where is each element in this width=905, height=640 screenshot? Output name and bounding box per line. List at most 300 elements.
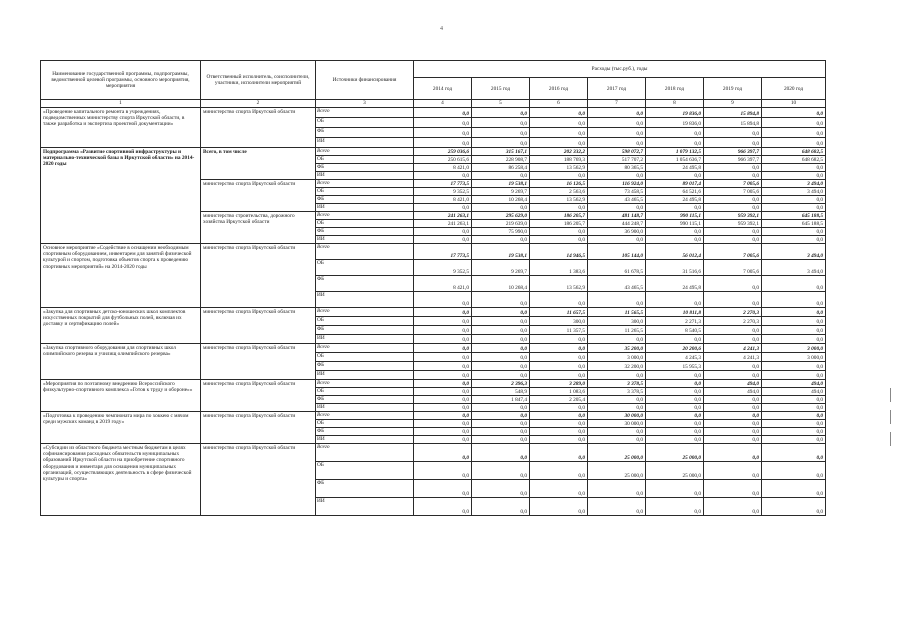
- expense-value: 0,0: [472, 138, 530, 148]
- funding-source: Всего: [316, 148, 414, 156]
- expense-value: 0,0: [704, 138, 762, 148]
- expense-value: 8 421,0: [414, 164, 472, 172]
- funding-source: ФБ: [316, 362, 414, 371]
- table-row: [41, 344, 826, 353]
- expense-value: 19 836,0: [646, 108, 704, 118]
- expense-value: 7 005,6: [704, 188, 762, 196]
- expense-value: 3 289,0: [530, 380, 588, 388]
- expense-value: 202 332,2: [530, 148, 588, 156]
- expense-value: 86 258,4: [472, 164, 530, 172]
- funding-source: ФБ: [316, 128, 414, 138]
- expense-value: 186 205,7: [530, 212, 588, 220]
- expense-value: 0,0: [646, 480, 704, 498]
- expense-value: 0,0: [530, 138, 588, 148]
- funding-source: ФБ: [316, 164, 414, 172]
- expense-value: 11 265,5: [588, 326, 646, 335]
- expense-value: 11 565,5: [588, 308, 646, 317]
- expense-value: 0,0: [762, 420, 826, 428]
- expense-value: 0,0: [704, 172, 762, 180]
- expense-value: 14 946,5: [530, 244, 588, 260]
- expense-value: 0,0: [414, 326, 472, 335]
- funding-source: ИИ: [316, 404, 414, 412]
- table-row: [41, 380, 826, 388]
- expense-value: 0,0: [472, 436, 530, 444]
- expense-value: 0,0: [762, 436, 826, 444]
- expense-value: 0,0: [414, 380, 472, 388]
- expense-value: 0,0: [588, 204, 646, 212]
- funding-source: ИИ: [316, 335, 414, 344]
- expense-value: 0,0: [530, 436, 588, 444]
- expense-value: 0,0: [472, 172, 530, 180]
- expense-value: 648 682,5: [762, 156, 826, 164]
- funding-source: ФБ: [316, 428, 414, 436]
- expense-value: 0,0: [762, 228, 826, 236]
- expense-value: 0,0: [588, 498, 646, 516]
- expense-value: 15 894,8: [704, 118, 762, 128]
- expense-value: 0,0: [646, 335, 704, 344]
- expense-value: 0,0: [762, 292, 826, 308]
- expense-value: 188 769,3: [530, 156, 588, 164]
- expense-value: 0,0: [414, 172, 472, 180]
- expense-value: 0,0: [704, 276, 762, 292]
- expense-value: 64 521,6: [646, 188, 704, 196]
- expense-value: 295 629,0: [472, 212, 530, 220]
- header-year: 2019 год: [704, 78, 762, 100]
- expense-value: 0,0: [646, 412, 704, 420]
- expense-value: 1 847,4: [472, 396, 530, 404]
- expense-value: 0,0: [472, 308, 530, 317]
- expense-value: 7 005,6: [704, 180, 762, 188]
- header-responsible: Ответственный исполнитель, соисполнители, участники, исполнители мероприятий: [201, 61, 316, 100]
- expense-value: 0,0: [530, 108, 588, 118]
- expense-value: 0,0: [414, 462, 472, 480]
- expense-value: 1 079 132,5: [646, 148, 704, 156]
- header-col-number: 10: [762, 100, 826, 108]
- expense-value: 25 000,0: [646, 462, 704, 480]
- expense-value: 990 115,1: [646, 220, 704, 228]
- expense-value: 0,0: [530, 118, 588, 128]
- expense-value: 0,0: [762, 480, 826, 498]
- table-row: [41, 148, 826, 156]
- funding-source: ИИ: [316, 498, 414, 516]
- expense-value: 0,0: [646, 228, 704, 236]
- expense-value: 0,0: [704, 498, 762, 516]
- expense-value: 0,0: [646, 436, 704, 444]
- expense-value: 0,0: [762, 276, 826, 292]
- responsible-executor: министерство спорта Иркутской области: [201, 108, 316, 148]
- expense-value: 61 678,5: [588, 260, 646, 276]
- expense-value: 8 540,5: [646, 326, 704, 335]
- margin-mark: [890, 388, 891, 402]
- expense-value: 0,0: [762, 428, 826, 436]
- funding-source: ОБ: [316, 188, 414, 196]
- expense-value: 0,0: [472, 371, 530, 380]
- funding-source: ОБ: [316, 353, 414, 362]
- expense-value: 3 494,0: [762, 188, 826, 196]
- expense-value: 0,0: [762, 108, 826, 118]
- responsible-executor: министерство спорта Иркутской области: [201, 180, 316, 212]
- responsible-executor: министерство спорта Иркутской области: [201, 444, 316, 516]
- expense-value: 241 263,1: [414, 212, 472, 220]
- expense-value: 0,0: [588, 138, 646, 148]
- expense-value: 0,0: [588, 404, 646, 412]
- expense-value: 0,0: [762, 128, 826, 138]
- header-col-number: 7: [588, 100, 646, 108]
- expense-value: 0,0: [646, 498, 704, 516]
- expense-value: 13 562,9: [530, 276, 588, 292]
- expense-value: 300,0: [588, 317, 646, 326]
- expense-value: 0,0: [530, 344, 588, 353]
- expense-value: 30 000,0: [588, 420, 646, 428]
- expense-value: 0,0: [414, 118, 472, 128]
- expense-value: 0,0: [530, 204, 588, 212]
- responsible-executor: Всего, в том числе: [201, 148, 316, 180]
- expense-value: 9 352,5: [414, 188, 472, 196]
- expense-value: 0,0: [530, 128, 588, 138]
- expense-value: 548,9: [472, 388, 530, 396]
- expense-value: 19 836,0: [646, 118, 704, 128]
- expense-value: 0,0: [414, 292, 472, 308]
- responsible-executor: министерство спорта Иркутской области: [201, 412, 316, 444]
- responsible-executor: министерство строительства, дорожного хозяйства Иркутской области: [201, 212, 316, 244]
- expense-value: 0,0: [414, 480, 472, 498]
- funding-source: ФБ: [316, 228, 414, 236]
- funding-source: ОБ: [316, 118, 414, 128]
- expense-value: 89 017,4: [646, 180, 704, 188]
- expense-value: 0,0: [530, 371, 588, 380]
- funding-source: Всего: [316, 244, 414, 260]
- funding-source: Всего: [316, 444, 414, 462]
- responsible-executor: министерство спорта Иркутской области: [201, 308, 316, 344]
- expense-value: 0,0: [588, 396, 646, 404]
- expense-value: 0,0: [704, 326, 762, 335]
- expense-value: 0,0: [762, 335, 826, 344]
- expense-value: 0,0: [762, 236, 826, 244]
- expense-value: 517 707,2: [588, 156, 646, 164]
- funding-source: ОБ: [316, 156, 414, 164]
- expense-value: 24 495,8: [646, 276, 704, 292]
- expense-value: 10 268,4: [472, 196, 530, 204]
- expense-value: 0,0: [762, 412, 826, 420]
- funding-source: ОБ: [316, 220, 414, 228]
- expense-value: 24 495,8: [646, 164, 704, 172]
- expense-value: 0,0: [588, 335, 646, 344]
- expense-value: 80 365,5: [588, 164, 646, 172]
- funding-source: ИИ: [316, 138, 414, 148]
- expense-value: 0,0: [704, 196, 762, 204]
- table-row: [41, 308, 826, 317]
- expense-value: 0,0: [704, 444, 762, 462]
- funding-source: Всего: [316, 380, 414, 388]
- expense-value: 241 263,1: [414, 220, 472, 228]
- expense-value: 2 270,3: [704, 308, 762, 317]
- expense-value: 0,0: [704, 420, 762, 428]
- expense-value: 0,0: [704, 164, 762, 172]
- expense-value: 0,0: [472, 344, 530, 353]
- expense-value: 0,0: [414, 204, 472, 212]
- expense-value: 56 012,4: [646, 244, 704, 260]
- expense-value: 959 392,1: [704, 220, 762, 228]
- table-row: [41, 412, 826, 420]
- expense-value: 250 615,6: [414, 156, 472, 164]
- expense-value: 0,0: [414, 228, 472, 236]
- expense-value: 0,0: [704, 480, 762, 498]
- expense-value: 0,0: [414, 498, 472, 516]
- expense-value: 0,0: [588, 428, 646, 436]
- expense-value: 0,0: [646, 236, 704, 244]
- expense-value: 0,0: [704, 462, 762, 480]
- header-year: 2020 год: [762, 78, 826, 100]
- expense-value: 0,0: [472, 128, 530, 138]
- expense-value: 0,0: [588, 436, 646, 444]
- funding-source: Всего: [316, 344, 414, 353]
- expense-value: 0,0: [762, 204, 826, 212]
- expense-value: 648 682,5: [762, 148, 826, 156]
- expense-value: 7 005,6: [704, 244, 762, 260]
- funding-source: ОБ: [316, 317, 414, 326]
- expense-value: 0,0: [414, 404, 472, 412]
- expense-value: 966 397,7: [704, 156, 762, 164]
- expense-value: 4 241,3: [704, 344, 762, 353]
- page-number: 4: [440, 26, 443, 32]
- expense-value: 105 144,0: [588, 244, 646, 260]
- funding-source: ИИ: [316, 204, 414, 212]
- header-year: 2015 год: [472, 78, 530, 100]
- expense-value: 9 352,5: [414, 260, 472, 276]
- expense-value: 0,0: [646, 128, 704, 138]
- expense-value: 0,0: [646, 420, 704, 428]
- expense-value: 0,0: [414, 371, 472, 380]
- margin-mark: [890, 432, 891, 446]
- expense-value: 0,0: [414, 388, 472, 396]
- expense-value: 31 516,6: [646, 260, 704, 276]
- header-year: 2014 год: [414, 78, 472, 100]
- expense-value: 228 908,7: [472, 156, 530, 164]
- expense-value: 0,0: [414, 396, 472, 404]
- expense-value: 0,0: [472, 498, 530, 516]
- expense-value: 259 036,6: [414, 148, 472, 156]
- expense-value: 0,0: [588, 480, 646, 498]
- program-name: Основное мероприятие «Содействие в оснащении необходимым спортивным оборудованием, инвентарем для занятий физической культурой и спортом, подготовка объектов спорта к проведению спортивных мероприятий» на 2014-2020 годы: [41, 244, 201, 308]
- table-row: [41, 244, 826, 260]
- expense-value: 966 397,7: [704, 148, 762, 156]
- expense-value: 0,0: [704, 436, 762, 444]
- funding-source: ОБ: [316, 420, 414, 428]
- header-col-number: 1: [41, 100, 201, 108]
- expense-value: 0,0: [472, 444, 530, 462]
- expense-value: 3 494,0: [762, 260, 826, 276]
- header-col-number: 8: [646, 100, 704, 108]
- scan-margin-marks: [888, 380, 894, 446]
- expense-value: 0,0: [414, 353, 472, 362]
- expense-value: 0,0: [530, 412, 588, 420]
- expense-value: 0,0: [530, 404, 588, 412]
- expense-value: 0,0: [472, 462, 530, 480]
- funding-source: ОБ: [316, 462, 414, 480]
- expense-value: 0,0: [762, 404, 826, 412]
- header-source: Источники финансирования: [316, 61, 414, 100]
- program-name: «Подготовка к проведению чемпионата мира по хоккею с мячом среди мужских команд в 2019 году»: [41, 412, 201, 444]
- expense-value: 0,0: [588, 128, 646, 138]
- funding-source: ИИ: [316, 371, 414, 380]
- expense-value: 219 639,0: [472, 220, 530, 228]
- expense-value: 0,0: [472, 335, 530, 344]
- funding-source: Всего: [316, 412, 414, 420]
- expense-value: 0,0: [472, 118, 530, 128]
- funding-source: ИИ: [316, 436, 414, 444]
- expense-value: 0,0: [414, 317, 472, 326]
- expense-value: 0,0: [414, 436, 472, 444]
- expense-value: 0,0: [646, 388, 704, 396]
- expense-value: 0,0: [414, 444, 472, 462]
- expense-value: 0,0: [646, 138, 704, 148]
- expense-value: 3 494,0: [762, 180, 826, 188]
- funding-source: Всего: [316, 212, 414, 220]
- expense-value: 0,0: [530, 353, 588, 362]
- expense-value: 3 378,5: [588, 388, 646, 396]
- header-row-top: [41, 61, 826, 78]
- budget-table: [40, 60, 826, 516]
- table-body: [41, 61, 826, 516]
- header-colnum-row: [41, 100, 826, 108]
- expense-value: 73 458,5: [588, 188, 646, 196]
- expense-value: 0,0: [472, 420, 530, 428]
- expense-value: 0,0: [646, 380, 704, 388]
- expense-value: 3 000,0: [762, 344, 826, 353]
- expense-value: 959 392,1: [704, 212, 762, 220]
- expense-value: 0,0: [472, 480, 530, 498]
- funding-source: ОБ: [316, 388, 414, 396]
- expense-value: 0,0: [704, 292, 762, 308]
- expense-value: 75 990,0: [472, 228, 530, 236]
- expense-value: 0,0: [414, 344, 472, 353]
- header-name: Наименование государственной программы, подпрограммы, ведомственной целевой программы, основного мероприятия, мероприятия: [41, 61, 201, 100]
- expense-value: 0,0: [414, 420, 472, 428]
- expense-value: 9 269,7: [472, 188, 530, 196]
- expense-value: 0,0: [704, 428, 762, 436]
- expense-value: 0,0: [414, 236, 472, 244]
- expense-value: 494,0: [704, 388, 762, 396]
- expense-value: 24 495,8: [646, 196, 704, 204]
- header-col-number: 5: [472, 100, 530, 108]
- expense-value: 0,0: [530, 362, 588, 371]
- expense-value: 0,0: [646, 404, 704, 412]
- expense-value: 0,0: [472, 412, 530, 420]
- responsible-executor: министерство спорта Иркутской области: [201, 344, 316, 380]
- expense-value: 25 000,0: [588, 444, 646, 462]
- expense-value: 0,0: [762, 362, 826, 371]
- expense-value: 13 562,9: [530, 164, 588, 172]
- funding-source: ФБ: [316, 480, 414, 498]
- expense-value: 3 000,0: [762, 353, 826, 362]
- expense-value: 116 924,0: [588, 180, 646, 188]
- expense-value: 0,0: [414, 138, 472, 148]
- table-row: [41, 444, 826, 462]
- expense-value: 0,0: [588, 172, 646, 180]
- expense-value: 0,0: [530, 444, 588, 462]
- funding-source: Всего: [316, 180, 414, 188]
- expense-value: 645 188,5: [762, 220, 826, 228]
- expense-value: 0,0: [762, 308, 826, 317]
- expense-value: 0,0: [762, 196, 826, 204]
- header-col-number: 3: [316, 100, 414, 108]
- header-expenses: Расходы (тыс.руб.), годы: [414, 61, 826, 78]
- expense-value: 0,0: [530, 335, 588, 344]
- expense-value: 0,0: [704, 404, 762, 412]
- expense-value: 43 465,5: [588, 276, 646, 292]
- funding-source: ОБ: [316, 260, 414, 276]
- expense-value: 0,0: [530, 292, 588, 308]
- header-year: 2018 год: [646, 78, 704, 100]
- expense-value: 15 955,3: [646, 362, 704, 371]
- expense-value: 0,0: [588, 118, 646, 128]
- expense-value: 444 248,7: [588, 220, 646, 228]
- expense-value: 598 072,7: [588, 148, 646, 156]
- funding-source: ФБ: [316, 196, 414, 204]
- expense-value: 3 378,5: [588, 380, 646, 388]
- expense-value: 0,0: [472, 317, 530, 326]
- expense-value: 0,0: [704, 335, 762, 344]
- program-name: «Проведение капитального ремонта в учреждениях, подведомственных министерству спорта Иркутской области, в также разработка и экспертиза проектной документации»: [41, 108, 201, 148]
- funding-source: ИИ: [316, 292, 414, 308]
- expense-value: 16 126,5: [530, 180, 588, 188]
- expense-value: 0,0: [762, 498, 826, 516]
- expense-value: 0,0: [530, 462, 588, 480]
- funding-source: ИИ: [316, 236, 414, 244]
- expense-value: 2 396,3: [472, 380, 530, 388]
- expense-value: 3 494,0: [762, 244, 826, 260]
- expense-value: 0,0: [472, 353, 530, 362]
- expense-value: 20 200,6: [646, 344, 704, 353]
- expense-value: 30 000,0: [588, 412, 646, 420]
- expense-value: 25 000,0: [646, 444, 704, 462]
- funding-source: Всего: [316, 108, 414, 118]
- expense-value: 4 245,3: [646, 353, 704, 362]
- expense-value: 0,0: [704, 371, 762, 380]
- expense-value: 0,0: [762, 371, 826, 380]
- expense-value: 1 383,6: [530, 260, 588, 276]
- expense-value: 1 054 636,7: [646, 156, 704, 164]
- expense-value: 35 200,0: [588, 344, 646, 353]
- expense-value: 0,0: [646, 292, 704, 308]
- program-name: «Мероприятия по поэтапному внедрению Всероссийского физкультурно-спортивного комплекса «Готов к труду и обороне»»: [41, 380, 201, 412]
- expense-value: 0,0: [646, 371, 704, 380]
- expense-value: 0,0: [762, 326, 826, 335]
- expense-value: 10 268,4: [472, 276, 530, 292]
- expense-value: 0,0: [704, 228, 762, 236]
- expense-value: 2 271,3: [646, 317, 704, 326]
- expense-value: 0,0: [414, 362, 472, 371]
- expense-value: 9 269,7: [472, 260, 530, 276]
- expense-value: 0,0: [472, 326, 530, 335]
- expense-value: 0,0: [472, 204, 530, 212]
- expense-value: 19 538,1: [472, 180, 530, 188]
- expense-value: 15 894,8: [704, 108, 762, 118]
- expense-value: 0,0: [762, 396, 826, 404]
- header-col-number: 4: [414, 100, 472, 108]
- program-name: Подпрограмма «Развитие спортивной инфраструктуры и материально-технической базы в Иркутской области» на 2014-2020 годы: [41, 148, 201, 244]
- expense-value: 0,0: [414, 412, 472, 420]
- expense-value: 0,0: [472, 404, 530, 412]
- expense-value: 3 000,0: [588, 353, 646, 362]
- expense-value: 0,0: [762, 462, 826, 480]
- expense-value: 300,0: [530, 317, 588, 326]
- margin-mark: [890, 410, 891, 424]
- expense-value: 0,0: [704, 396, 762, 404]
- funding-source: ИИ: [316, 172, 414, 180]
- expense-value: 10 811,8: [646, 308, 704, 317]
- header-col-number: 6: [530, 100, 588, 108]
